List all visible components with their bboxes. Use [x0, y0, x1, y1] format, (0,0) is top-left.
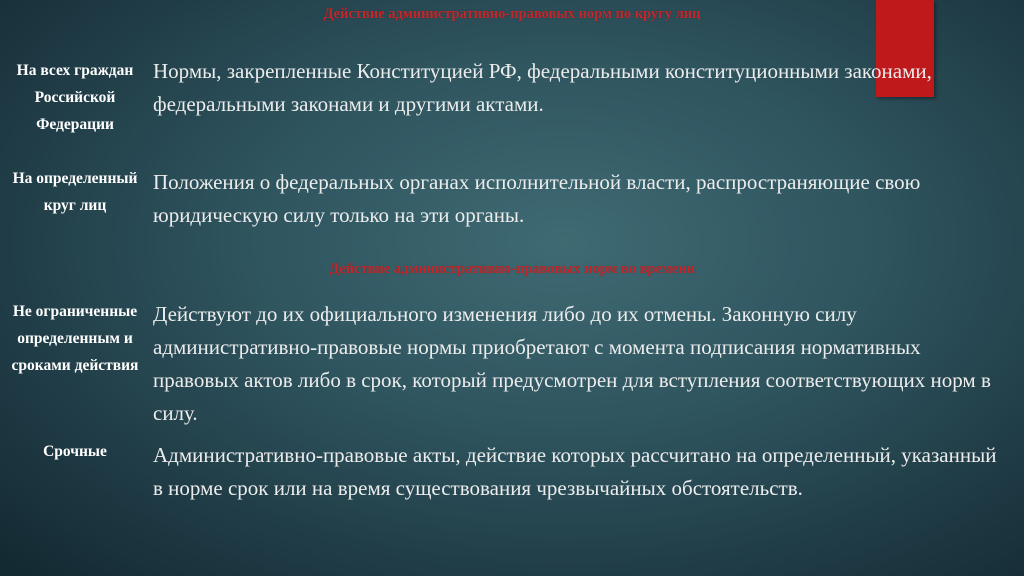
label-unlimited: Не ограниченные определенным и сроками действия	[11, 303, 139, 374]
label-certain-persons: На определенный круг лиц	[12, 170, 138, 214]
text-fixed-term: Административно-правовые акты, действие которых рассчитано на определенный, указанный в норме срок или на время существования чрезвычайных обстоятельств.	[153, 443, 997, 500]
text-unlimited: Действуют до их официального изменения либо до их отмены. Законную силу административно-правовые нормы приобретают с момента подписания нормативных правовых актов либо в срок, который предусмотрен для вступления соответствующих норм в силу.	[153, 302, 991, 425]
section-title-by-time: Действие административно-правовых норм во времени	[329, 261, 695, 277]
text-all-citizens: Нормы, закрепленные Конституцией РФ, федеральными конституционными законами, федеральными законами и другими актами.	[153, 59, 932, 116]
label-fixed-term: Срочные	[43, 443, 107, 460]
text-certain-persons: Положения о федеральных органах исполнительной власти, распространяющие свою юридическую силу только на эти органы.	[153, 170, 921, 227]
label-all-citizens: На всех граждан Российской Федерации	[16, 62, 134, 133]
section-title-by-persons: Действие административно-правовых норм по кругу лиц	[323, 6, 701, 22]
